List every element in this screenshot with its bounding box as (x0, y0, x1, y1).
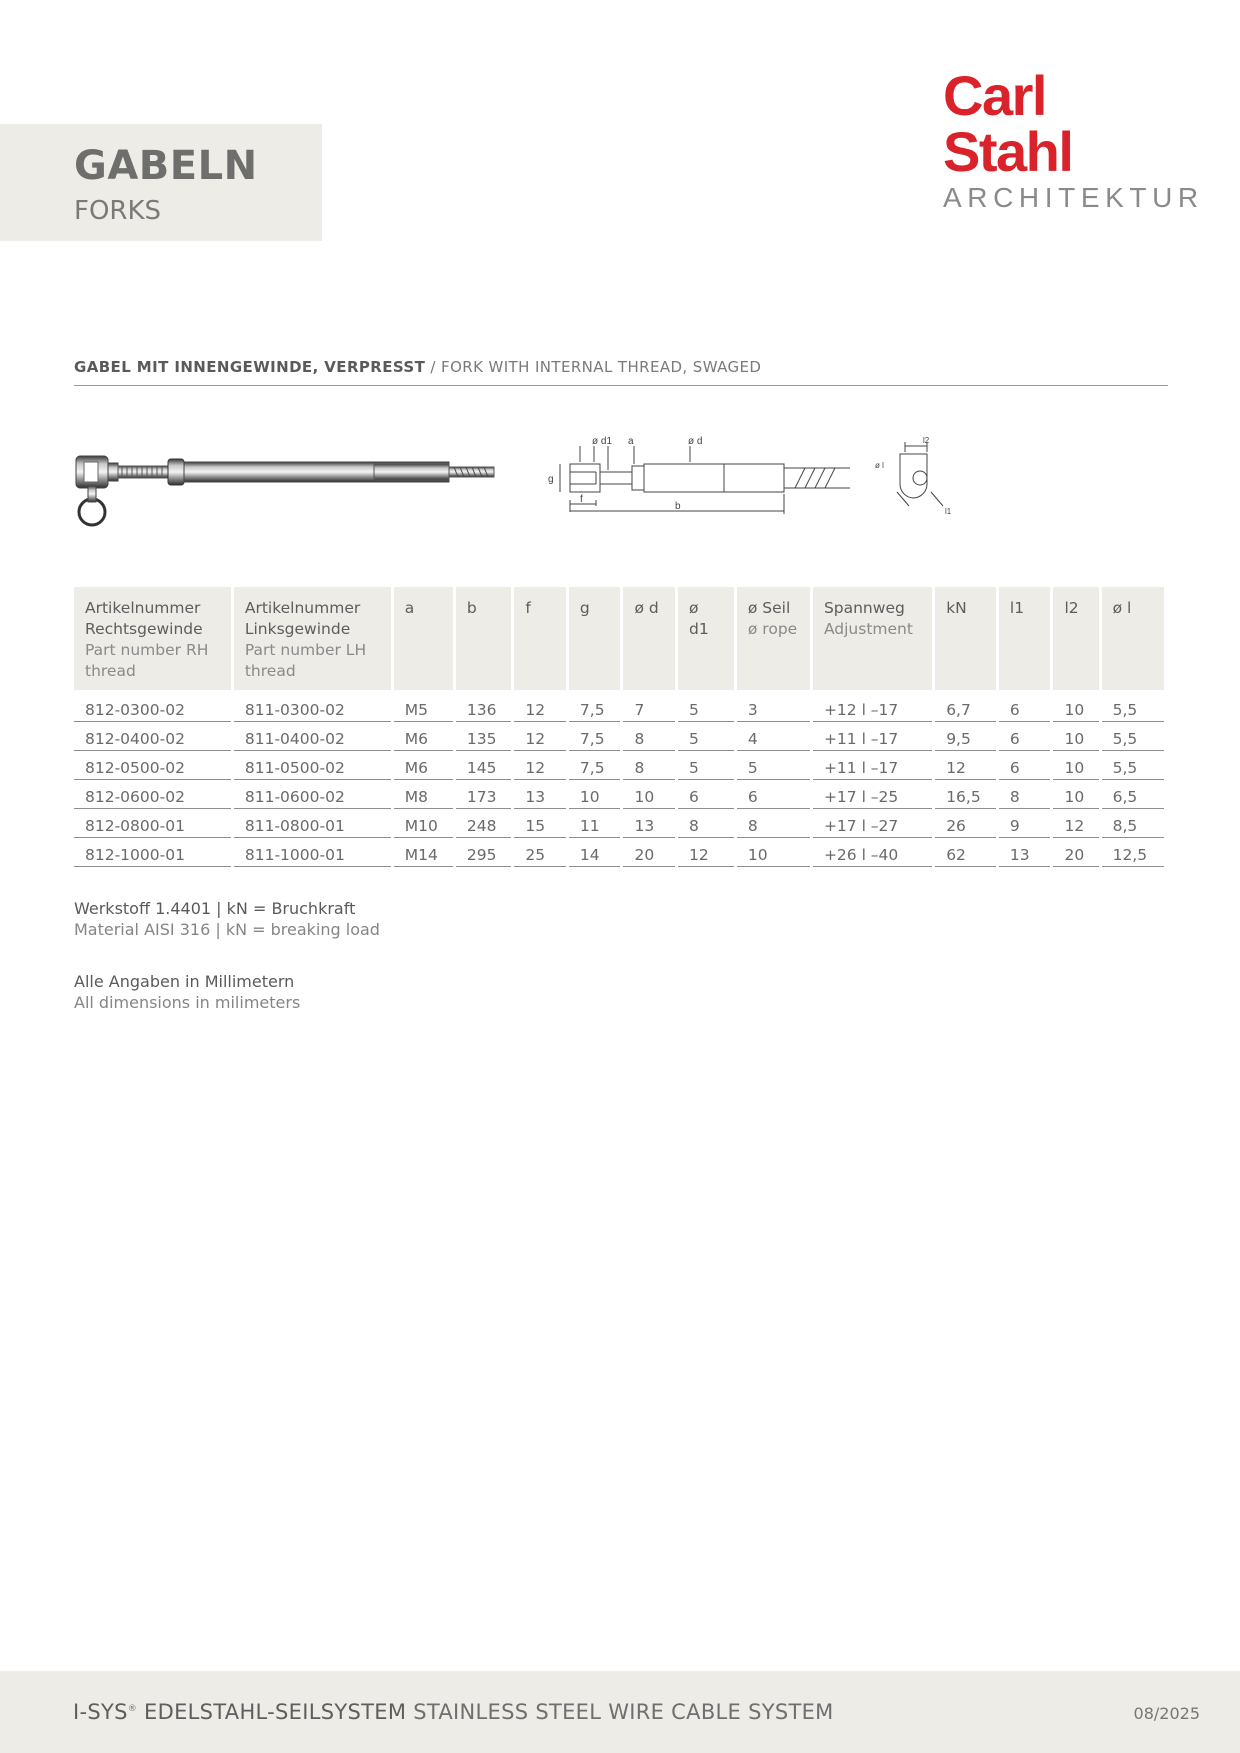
table-header-cell (456, 587, 511, 690)
table-header-cell (813, 587, 932, 690)
header-label-de: Spannweg (823, 599, 905, 617)
table-cell: 12 (678, 838, 734, 867)
table-header-cell (935, 587, 996, 690)
table-cell: 10 (1053, 751, 1098, 780)
table-cell: +11 l –17 (813, 722, 932, 751)
table-cell: 26 (935, 809, 996, 838)
table-cell: 7,5 (569, 722, 621, 751)
material-note (74, 898, 380, 940)
table-cell: 7 (623, 690, 675, 722)
table-cell: 16,5 (935, 780, 996, 809)
header-label-en: Part number LH thread (244, 641, 367, 680)
table-cell: 25 (514, 838, 566, 867)
label-b: b (675, 501, 681, 512)
table-cell: 6 (737, 780, 810, 809)
fork-technical-drawing (540, 432, 850, 522)
header-label-de: kN (946, 599, 967, 617)
table-row (74, 809, 1164, 838)
table-header-cell (1102, 587, 1164, 690)
table-cell: 295 (456, 838, 511, 867)
table-cell: 14 (569, 838, 621, 867)
label-d: ø d (688, 436, 703, 447)
header-label-de: ø l (1112, 599, 1132, 617)
table-cell: 6 (999, 722, 1051, 751)
table-header-cell (1053, 587, 1098, 690)
table-cell: 10 (569, 780, 621, 809)
table-cell: M5 (394, 690, 453, 722)
table-cell: 12 (935, 751, 996, 780)
table-cell: 812-0600-02 (74, 780, 231, 809)
table-cell: 4 (737, 722, 810, 751)
table-cell: 811-0400-02 (234, 722, 391, 751)
table-cell: 11 (569, 809, 621, 838)
table-cell: 812-0300-02 (74, 690, 231, 722)
table-cell: 6 (999, 690, 1051, 722)
table-cell: 13 (999, 838, 1051, 867)
table-cell: 10 (1053, 780, 1098, 809)
table-header-row (74, 587, 1164, 690)
table-cell: 5 (678, 751, 734, 780)
label-a: a (628, 436, 634, 447)
section-heading (74, 358, 1168, 386)
header-label-de: b (466, 599, 477, 617)
fork-side-drawing (875, 432, 955, 522)
table-cell: 135 (456, 722, 511, 751)
table-row (74, 838, 1164, 867)
table-cell: 20 (1053, 838, 1098, 867)
logo-sub: ARCHITEKTUR (943, 182, 1204, 213)
footer-registered-mark: ® (127, 1704, 138, 1714)
table-cell: +12 l –17 (813, 690, 932, 722)
table-cell: 9,5 (935, 722, 996, 751)
table-cell: M14 (394, 838, 453, 867)
footer-title-en: STAINLESS STEEL WIRE CABLE SYSTEM (406, 1700, 834, 1724)
material-note-en: Material AISI 316 | kN = breaking load (74, 920, 380, 939)
table-cell: 5,5 (1102, 722, 1164, 751)
table-cell: 12 (514, 751, 566, 780)
label-l2: l2 (923, 436, 930, 445)
table-cell: 6,5 (1102, 780, 1164, 809)
page-footer (0, 1671, 1240, 1753)
table-cell: 173 (456, 780, 511, 809)
table-body (74, 690, 1164, 867)
table-row (74, 690, 1164, 722)
table-cell: 12 (514, 722, 566, 751)
table-cell: 8 (678, 809, 734, 838)
table-cell: 9 (999, 809, 1051, 838)
section-heading-en: / FORK WITH INTERNAL THREAD, SWAGED (425, 358, 762, 376)
table-cell: 5 (678, 722, 734, 751)
dimensions-note (74, 971, 300, 1013)
label-g: g (548, 474, 554, 485)
table-cell: 8 (737, 809, 810, 838)
table-cell: 10 (1053, 690, 1098, 722)
table-cell: 8 (623, 751, 675, 780)
page-subtitle: FORKS (74, 196, 162, 226)
table-cell: 7,5 (569, 751, 621, 780)
table-cell: 5 (678, 690, 734, 722)
title-box (0, 124, 322, 241)
table-cell: 62 (935, 838, 996, 867)
table-cell: 136 (456, 690, 511, 722)
section-heading-de: GABEL MIT INNENGEWINDE, VERPRESST (74, 358, 426, 376)
table-cell: 10 (623, 780, 675, 809)
header-label-de: l2 (1064, 599, 1079, 617)
header-label-en: Adjustment (823, 620, 913, 638)
table-row (74, 780, 1164, 809)
table-cell: 145 (456, 751, 511, 780)
footer-title (73, 1700, 834, 1724)
footer-brand: I-SYS (73, 1700, 128, 1724)
table-cell: 12 (1053, 809, 1098, 838)
label-l1: l1 (945, 507, 952, 516)
table-cell: 5,5 (1102, 751, 1164, 780)
drawing-labels (548, 436, 702, 512)
table-cell: 8 (999, 780, 1051, 809)
table-header-cell (234, 587, 391, 690)
table-cell: M6 (394, 751, 453, 780)
table-cell: 7,5 (569, 690, 621, 722)
page-title: GABELN (74, 143, 258, 189)
header-label-de: ø d (634, 599, 659, 617)
dimensions-note-en: All dimensions in milimeters (74, 993, 301, 1012)
table-cell: +17 l –27 (813, 809, 932, 838)
table-cell: 811-0500-02 (234, 751, 391, 780)
header-label-de: ø d1 (689, 599, 709, 638)
table-cell: 13 (623, 809, 675, 838)
table-cell: 812-0400-02 (74, 722, 231, 751)
material-note-de: Werkstoff 1.4401 | kN = Bruchkraft (74, 899, 356, 918)
table-header-cell (678, 587, 734, 690)
header-label-de: a (404, 599, 415, 617)
table-cell: 3 (737, 690, 810, 722)
table-cell: 13 (514, 780, 566, 809)
header-label-de: g (579, 599, 590, 617)
table-header-cell (394, 587, 453, 690)
table-cell: 6 (999, 751, 1051, 780)
logo-brand: Carl Stahl (943, 64, 1073, 183)
table-row (74, 751, 1164, 780)
table-cell: 8 (623, 722, 675, 751)
label-d1: ø d1 (592, 436, 613, 447)
specification-table (71, 587, 1167, 867)
table-cell: 811-1000-01 (234, 838, 391, 867)
header-label-de: ø Seil (747, 599, 791, 617)
table-cell: 15 (514, 809, 566, 838)
dimensions-note-de: Alle Angaben in Millimetern (74, 972, 295, 991)
table-header-cell (999, 587, 1051, 690)
table-cell: +17 l –25 (813, 780, 932, 809)
header-label-en: Part number RH thread (85, 641, 209, 680)
header-label-de: Artikelnummer Rechtsgewinde (85, 599, 203, 638)
table-cell: 812-1000-01 (74, 838, 231, 867)
table-cell: +26 l –40 (813, 838, 932, 867)
table-cell: 6,7 (935, 690, 996, 722)
table-cell: 6 (678, 780, 734, 809)
table-cell: 12,5 (1102, 838, 1164, 867)
header-label-de: f (525, 599, 531, 617)
table-cell: 8,5 (1102, 809, 1164, 838)
header-label-de: Artikelnummer Linksgewinde (244, 599, 361, 638)
table-cell: 10 (1053, 722, 1098, 751)
table-header-cell (737, 587, 810, 690)
table-cell: 248 (456, 809, 511, 838)
table-cell: M6 (394, 722, 453, 751)
table-header-cell (569, 587, 621, 690)
label-f: f (580, 494, 583, 505)
table-header-cell (623, 587, 675, 690)
footer-date: 08/2025 (1133, 1704, 1200, 1723)
label-l: ø l (875, 461, 884, 470)
table-cell: 812-0800-01 (74, 809, 231, 838)
fork-product-photo (74, 440, 504, 535)
table-row (74, 722, 1164, 751)
table-cell: 20 (623, 838, 675, 867)
table-header-cell (74, 587, 231, 690)
table-cell: M10 (394, 809, 453, 838)
footer-title-de: EDELSTAHL-SEILSYSTEM (137, 1700, 407, 1724)
header-label-de: l1 (1009, 599, 1025, 617)
table-cell: 5 (737, 751, 810, 780)
header-label-en: ø rope (747, 620, 798, 638)
table-cell: 811-0300-02 (234, 690, 391, 722)
table-cell: 811-0600-02 (234, 780, 391, 809)
table-cell: M8 (394, 780, 453, 809)
table-header-cell (514, 587, 566, 690)
table-cell: 12 (514, 690, 566, 722)
table-cell: 812-0500-02 (74, 751, 231, 780)
table-cell: 10 (737, 838, 810, 867)
table-cell: 811-0800-01 (234, 809, 391, 838)
carl-stahl-logo (943, 64, 1204, 214)
table-cell: 5,5 (1102, 690, 1164, 722)
table-cell: +11 l –17 (813, 751, 932, 780)
